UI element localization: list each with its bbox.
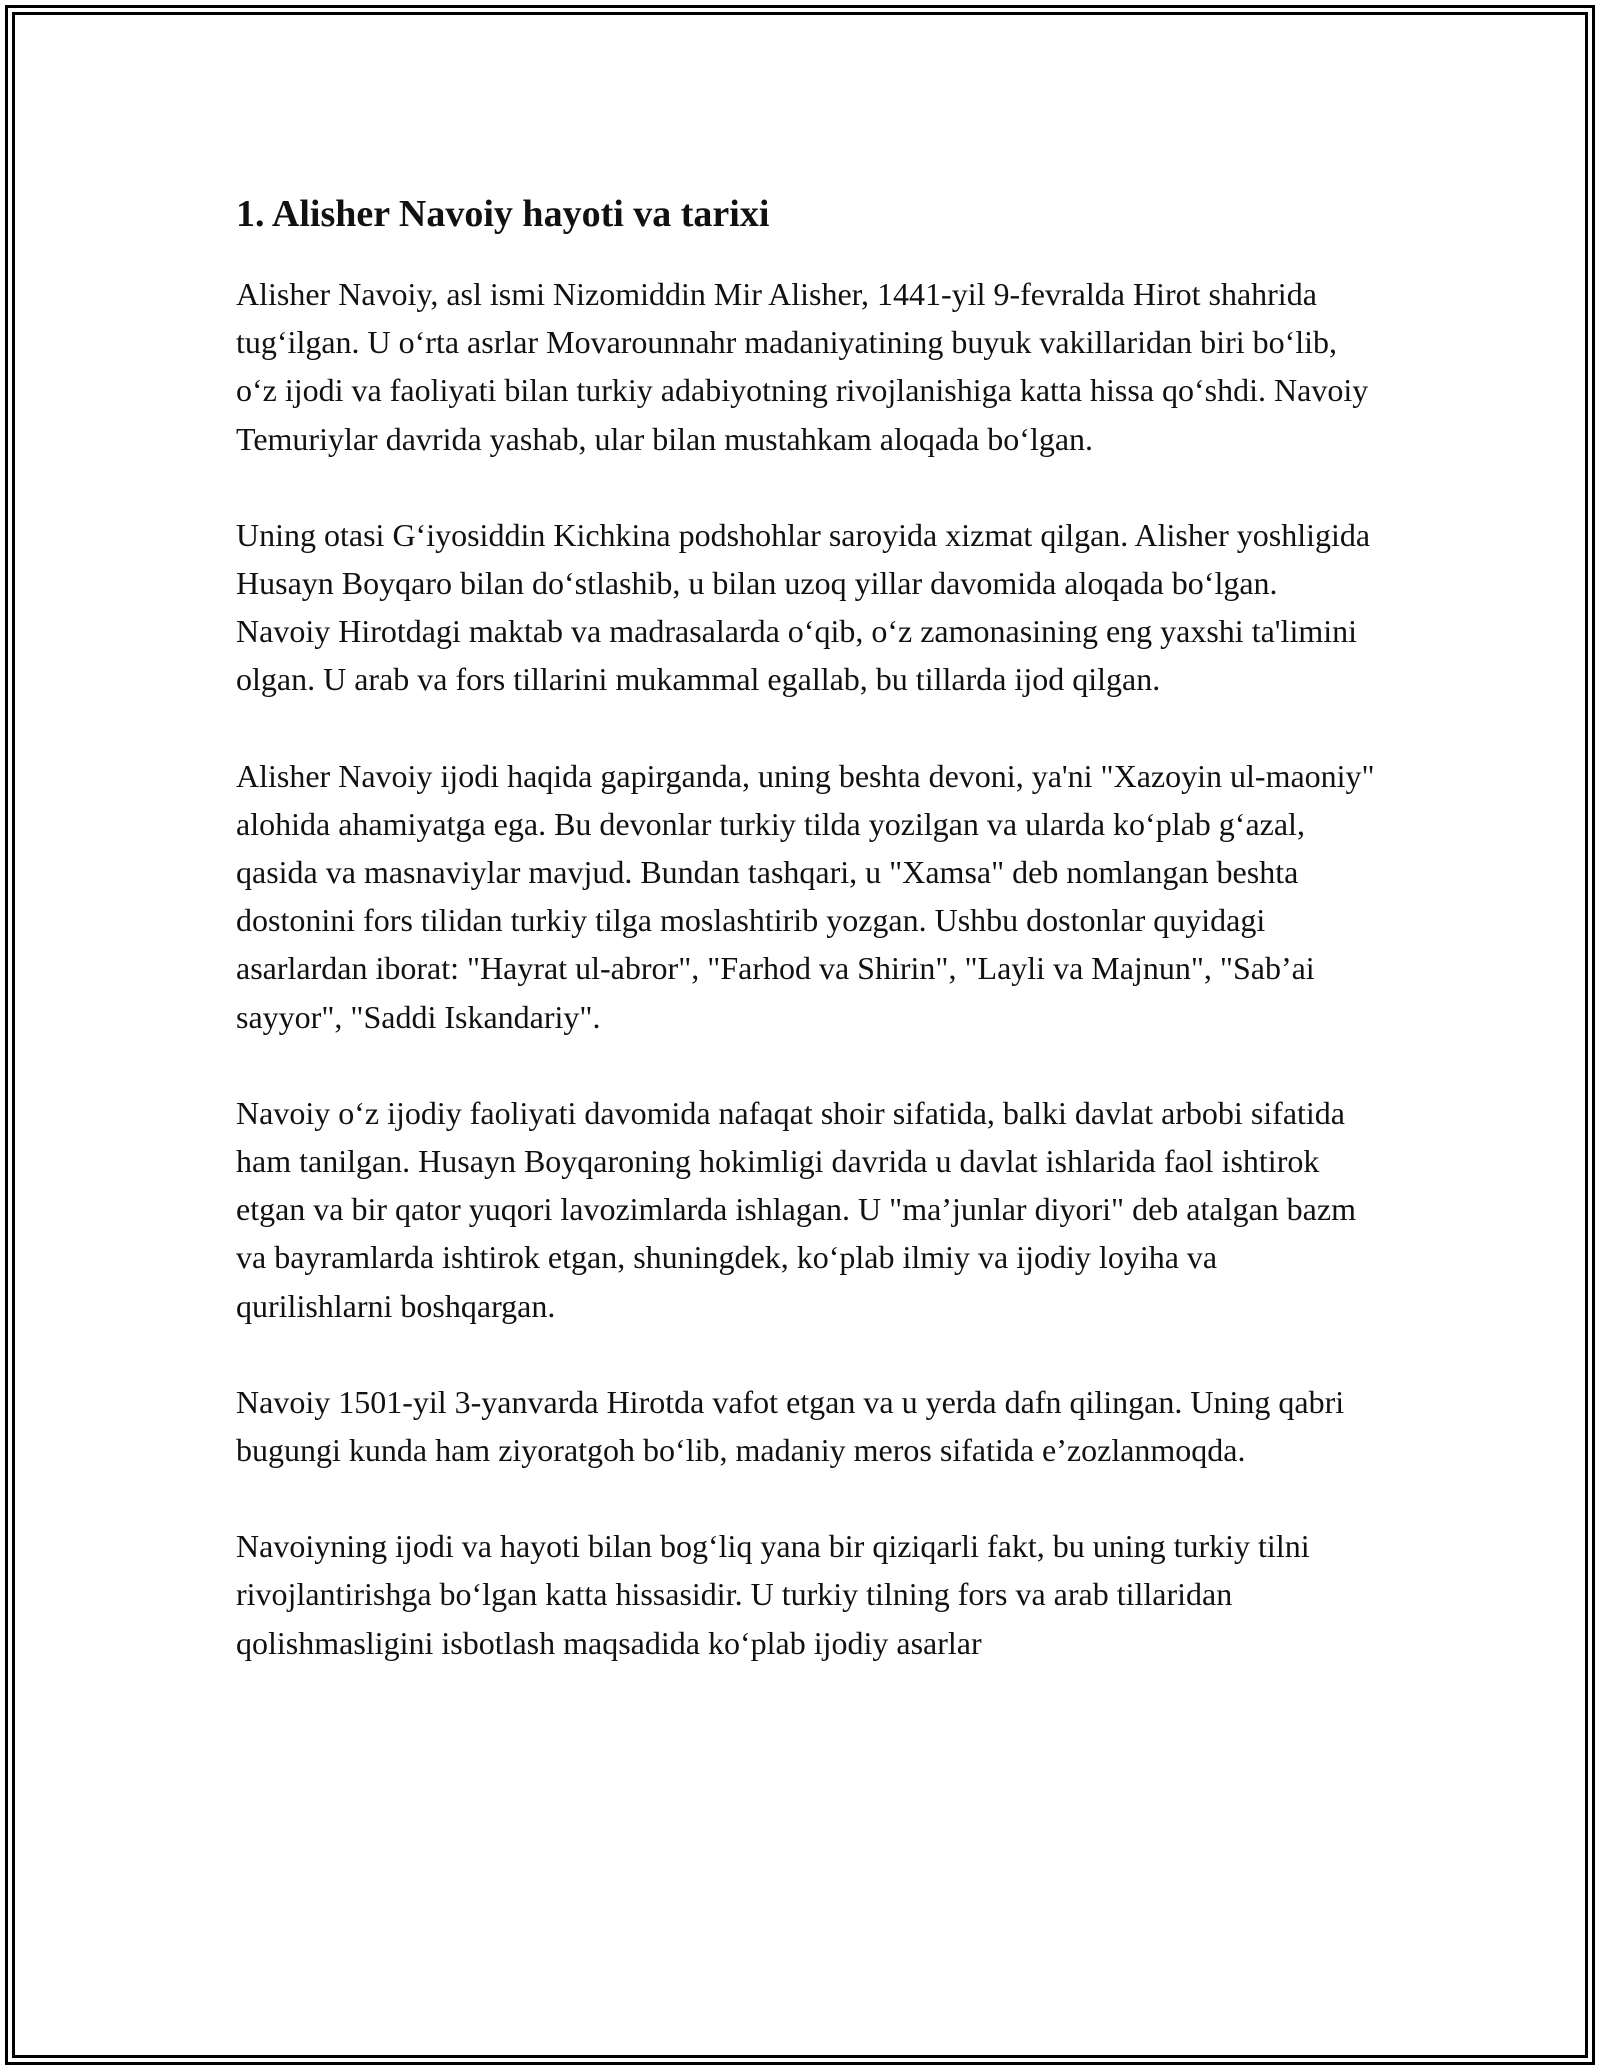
section-heading: 1. Alisher Navoiy hayoti va tarixi bbox=[236, 193, 770, 235]
paragraph-language: Navoiyning ijodi va hayoti bilan bog‘liq yana bir qiziqarli fakt, bu uning turkiy tilni rivojlantirishga bo‘lgan katta hissasidir. U turkiy tilning fors va arab tillaridan qolishmasligini isbotlash maqsadida ko‘plab ijodiy asarlar bbox=[236, 1528, 1310, 1661]
paragraph-birth: Alisher Navoiy, asl ismi Nizomiddin Mir Alisher, 1441-yil 9-fevralda Hirot shahrida tug‘ilgan. U o‘rta asrlar Movarounnahr madaniyatining buyuk vakillaridan biri bo‘lib, o‘z ijodi va faoliyati bilan turkiy adabiyotning rivojlanishiga katta hissa qo‘shdi. Navoiy Temuriylar davrida yashab, ular bilan mustahkam aloqada bo‘lgan. bbox=[236, 276, 1369, 457]
paragraph-works: Alisher Navoiy ijodi haqida gapirganda, uning beshta devoni, ya'ni "Xazoyin ul-maoniy" alohida ahamiyatga ega. Bu devonlar turkiy tilda yozilgan va ularda ko‘plab g‘azal, qasida va masnaviylar mavjud. Bundan tashqari, u "Xamsa" deb nomlangan beshta dostonini fors tilidan turkiy tilga moslashtirib yozgan. Ushbu dostonlar quyidagi asarlardan iborat: "Hayrat ul-abror", "Farhod va Shirin", "Layli va Majnun", "Sab’ai sayyor", "Saddi Iskandariy". bbox=[236, 757, 1375, 1035]
paragraph-death: Navoiy 1501-yil 3-yanvarda Hirotda vafot etgan va u yerda dafn qilingan. Uning qabri bugungi kunda ham ziyoratgoh bo‘lib, madaniy meros sifatida e’zozlanmoqda. bbox=[236, 1383, 1345, 1469]
paragraph-statesman: Navoiy o‘z ijodiy faoliyati davomida nafaqat shoir sifatida, balki davlat arbobi sifatida ham tanilgan. Husayn Boyqaroning hokimligi davrida u davlat ishlarida faol ishtirok etgan va bir qator yuqori lavozimlarda ishlagan. U "ma’junlar diyori" deb atalgan bazm va bayramlarda ishtirok etgan, shuningdek, ko‘plab ilmiy va ijodiy loyiha va qurilishlarni boshqargan. bbox=[236, 1094, 1356, 1324]
paragraph-youth: Uning otasi G‘iyosiddin Kichkina podshohlar saroyida xizmat qilgan. Alisher yoshligida Husayn Boyqaro bilan do‘stlashib, u bilan uzoq yillar davomida aloqada bo‘lgan. Navoiy Hirotdagi maktab va madrasalarda o‘qib, o‘z zamonasining eng yaxshi ta'limini olgan. U arab va fors tillarini mukammal egallab, bu tillarda ijod qilgan. bbox=[236, 516, 1371, 698]
document-body bbox=[236, 186, 1376, 1715]
